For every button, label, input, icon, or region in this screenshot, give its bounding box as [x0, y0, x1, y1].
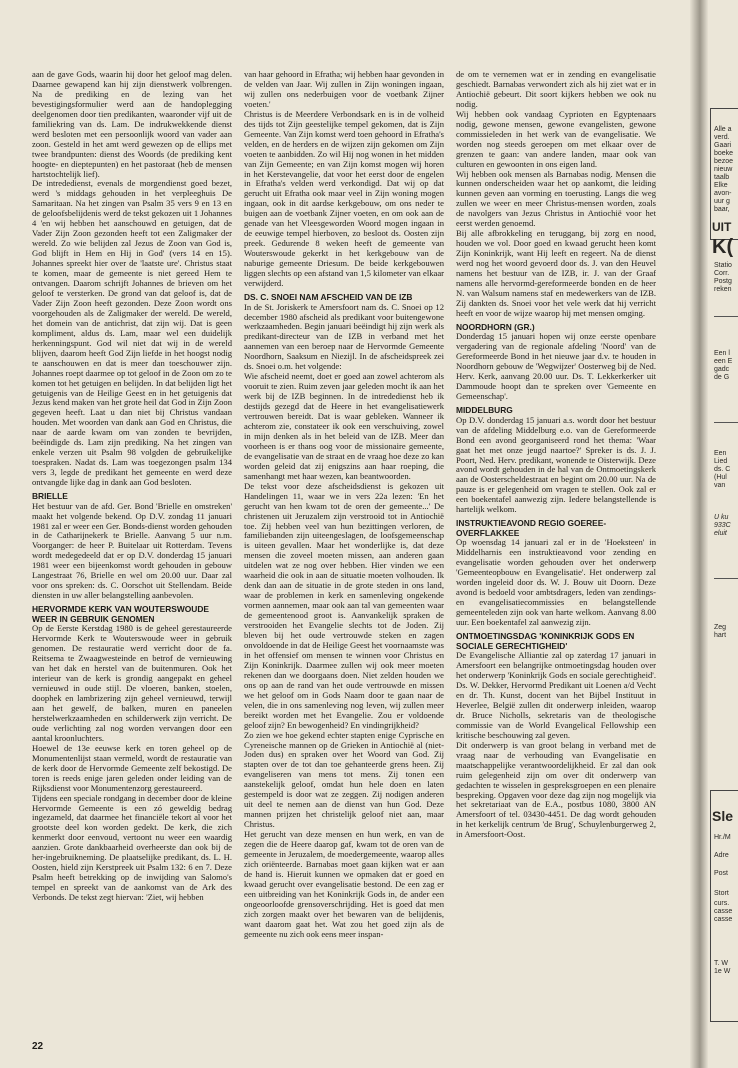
article-paragraph: Donderdag 15 januari hopen wij onze eerste openbare vergadering van de regionale afdeling 'Noord' van de Gereformeerde Bond in het nieuwe jaar d.v. te houden in Noordhorn gebouw de 'Wegwijzer' Oosterweg bij de Ned. Herv. Kerk, aanvang 20.00 uur. Ds. T. Lekkerkerker uit Dammoude hoopt dan te spreken over 'Gemeente en Gemeenschap'.: [456, 331, 656, 402]
right-page-text: ds. C: [714, 466, 731, 473]
right-page-form-label: Post: [714, 870, 729, 877]
article-paragraph: Het bestuur van de afd. Ger. Bond 'Brielle en omstreken' maakt het volgende bekend. Op D.V. zondag 11 januari 1981 zal er weer een Ger. Bonds-dienst worden gehouden in de Catharijnekerk te Brielle. Aanvang 5 uur n.m. Voorganger: de heer P. Buitelaar uit Rotterdam. Tevens wordt medegedeeld dat er op D.V. donderdag 15 januari 1981 weer een bijeenkomst wordt gehouden in gebouw Langestraat 76, Brielle en wel om 20.00 uur. Daar zal voor ons spreken: ds. C. Oorschot uit Stellendam. Beide diensten in uw aller belangstelling aanbevolen.: [32, 500, 232, 601]
article-paragraph: Christus is de Meerdere Verbondsark en is in de volheid des tijds tot Zijn geestelijke tempel gekomen, dat is Zijn Gemeente. Van Zijn komst werd toen gehoord in Efratha's velden, en de herders en de wijzen zijn gekomen om Zijn voeten te aanbidden. Zo wil Hij nog wonen in het midden van Zijn Gemeente; en van Zijn komst mogen wij horen in het Kerstevangelie, dat voor het eerst door de engelen in Efratha's velden werd verkondigd. Dat wij op dat gerucht uit Efratha ook maar veel in Zijn woning mogen ingaan, ook in dit aardse kerkgebouw, om ons neder te buigen aan de voetbank Zijner voeten, en om ook aan de genade van het Vleesgeworden Woord mogen ingaan in de eeuwige tempel hierboven, zo besloot ds. Oosten zijn preek. Gedurende 8 weken heeft de gemeente van Wouterswoude gekerkt in het kerkgebouw van de naburige gemeente Driesum. De beide kerkgebouwen liggen slechts op een afstand van 1,5 kilometer van elkaar verwijderd.: [244, 108, 444, 289]
article-paragraph: Op D.V. donderdag 15 januari a.s. wordt door het bestuur van de afdeling Middelburg e.o. van de Gereformeerde Bond een avond georganiseerd rond het thema: 'Waar gaat het met onze jeugd naartoe?' Spreker is ds. J. J. Poort, Ned. Herv. predikant, wonende te Oisterwijk. Deze avond wordt gehouden in de hal van de Ontmoetingskerk aan de Oosterscheldestraat en begint om 20.00 uur. Na de pauze is er gelegenheid om vragen te stellen. Ook zal er een boekentafel aanwezig zijn. Iedere belangstellende is hartelijk welkom.: [456, 414, 656, 515]
column-1: [32, 70, 232, 903]
article-paragraph: Op de Eerste Kerstdag 1980 is de geheel gerestaureerde Hervormde Kerk te Wouterswoude weer in gebruik genomen. De restauratie werd verricht door de fa. Reitsema te Zwaagwesteinde en betrof de vernieuwing van het dak en herstel van de buitenmuren. Ook het interieur van de kerk is grondig aangepakt en geheel vernieuwd in oude stijl. De vloeren, banken, stoelen, doophek en lambrizering zijn geheel vernieuwd, terwijl aan het gewelf, de balken, muren en paneelen herstelwerkzaamheden en schilderwerk zijn verricht. De oude verlichting zal nog worden vervangen door een aantal kroonluchters.: [32, 623, 232, 743]
right-page-text: nieuw: [714, 166, 733, 173]
right-page-title: K(: [712, 236, 734, 258]
article-paragraph: Dit onderwerp is van groot belang in verband met de vraag naar de verhouding van Evangelisatie en maatschappelijke verantwoordelijkheid. Er zal dan ook ruim gelegenheid zijn om over dit onderwerp van gedachten te wisselen in gespreksgroepen en een plenaire bespreking. Opgaven voor deze dag zijn nog mogelijk via het sekretariaat van de E.A., postbus 1080, 3800 AN Amersfoort of tel. 03430-4451. De dag wordt gehouden in het kerkelijk centrum 'de Brug', Schuylenburgerweg 2, in Amersfoort-Oost.: [456, 739, 656, 840]
right-page-text: boeke: [714, 150, 734, 157]
article-paragraph: Wij hebben ook vandaag Cyprioten en Egyptenaars nodig, gewone mensen, gewone evangelisten, gewone commissieleden in het werk van de evangelisatie. We worden nog steeds geroepen om met elkaar over de grenzen te gaan: van andere landen, maar ook van culturen en gewoonten in ons eigen land.: [456, 108, 656, 169]
right-page-text: avon-: [714, 190, 732, 197]
right-page-rule: [714, 578, 738, 579]
right-page-form-label: curs.: [714, 900, 730, 907]
column-2: [244, 70, 444, 940]
article-paragraph: Wij hebben ook mensen als Barnabas nodig. Mensen die kunnen onderscheiden waar het op aankomt, die leiding kunnen geven aan vorming en toerusting. Langs die weg zullen we weer en meer Christus-mensen worden, zoals de navolgers van Jezus Christus in Antiochië voor het eerst werden genoemd.: [456, 168, 656, 229]
article-paragraph: De Evangelische Alliantie zal op zaterdag 17 januari in Amersfoort een belangrijke ontmoetingsdag houden over het onderwerp 'Koninkrijk Gods en sociale gerechtigheid'. Ds. W. Dekker, Hervormd Predikant uit Loenen a/d Vecht en dr. Th. Kunst, docent van het Bijbel Instituut in Heverlee, België zullen dit onderwerp inleiden, waarop dr. Bruce Nicholls, sekretaris van de theologische commissie van de World Evangelical Fellowship een kritische beschouwing zal geven.: [456, 650, 656, 740]
right-page-text: Een: [714, 450, 727, 457]
article-heading: DS. C. SNOEI NAM AFSCHEID VAN DE IZB: [244, 291, 413, 302]
right-page-text: reken: [714, 286, 732, 293]
right-page-text: Gaari: [714, 142, 732, 149]
right-page-footer-text: 1e W: [714, 968, 731, 975]
right-page-text: verd.: [714, 134, 730, 141]
right-page-form-label: Adre: [714, 852, 729, 859]
article-paragraph: Bij alle afbrokkeling en teruggang, bij zorg en nood, houden we vol. Door goed en kwaad gerucht heen komt Zijn Koninkrijk, want Hij leeft en regeert. Na de dienst werd nog het woord gevoerd door ds. J. van den Heuvel namens het bestuur van de IZB, ir. J. van der Graaf namens alle hervormd-gereformeerde bonden en de heer N. van Walsum namens staf en medewerkers van de IZB. Zij dankten ds. Snoei voor het vele werk dat hij verricht heeft en voor de wijze waarop hij met mensen omging.: [456, 228, 656, 318]
right-page-footer-text: T. W: [714, 960, 728, 967]
right-page-form-label: Hr./M: [714, 834, 731, 841]
article-paragraph: Wie afscheid neemt, doet er goed aan zowel achterom als vooruit te zien. Ruim zeven jaar geleden mocht ik aan het werk bij de IZB beginnen. In de intrededienst heb ik destijds gezegd dat de Heere in het evangelisatiewerk vertrouwen bereidt. Dat is waar gebleken. Wanneer ik achterom zie, constateer ik ook een verschuiving, zowel in mijn denken als in het beleid van de IZB. Meer dan voorheen is er thans oog voor de missionaire gemeente, de evangelisatie van de straat en de vraag hoe deze zo kan worden geleid dat zij enigszins aan haar roeping, die samenhangt met haar wezen, kan beantwoorden.: [244, 371, 444, 481]
article-paragraph: De tekst voor deze afscheidsdienst is gekozen uit Handelingen 11, waar we in vers 22a lezen: 'En het gerucht van hen kwam tot de oren der gemeente...' De christenen uit Jeruzalem zijn verstrooid tot in Antiochië toe. Zij hebben veel van hun bezittingen verloren, de familiebanden zijn uiteengeslagen, de loofsgemeenschap is uiteen gevallen. Maar het wonderlijke is, dat deze mensen die zoveel moeten missen, aan anderen gaan uitdelen wat ze nog over hebben. Hier vinden we een waarheid die ook in aan de situatie moeten volhouden. Ik denk dan aan de situatie in de grote steden in ons land, waar de problemen in kerk en samenleving ongekende vormen aannemen, maar ook aan tal van gemeenten waar de gemeentenood groot is. Aanvankelijk spraken de verstrooiden het Evangelie slechts tot de Joden. Zij bleven bij het oude vertrouwde steken en zagen onvoldoende in dat de Heilige Geest het voornaamste was in het offensief om mensen te winnen voor Christus en Zijn Koninkrijk. Daarmee zullen wij ook meer moeten rekenen dan we doorgaans doen. Niet zelden houden we ons op aan de rand van het oude vertrouwde en missen we het geloof om in Gods Naam door te gaan naar de velen, die in ons samenleving nog leven, wij zullen meer bereikt worden met het Evangelie. Zou er voldoende geloof zijn? En bewogenheid? En vindingrijkheid?: [244, 480, 444, 730]
article-paragraph: In de St. Joriskerk te Amersfoort nam ds. C. Snoei op 12 december 1980 afscheid als predikant voor buitengewone werkzaamheden. Begin januari beëindigt hij zijn werk als predikant-directeur van de IZB in verband met het aannemen van een beroep naar de Hervormde Gemeente Noordhorn, Saaksum en Niezijl. In de afscheidspreek zei ds. Snoei o.m. het volgende:: [244, 301, 444, 372]
right-page-text: Zeg: [714, 624, 727, 631]
article-paragraph: van haar gehoord in Efratha; wij hebben haar gevonden in de velden van Jaar. Wij zullen in Zijn woningen ingaan, wij zullen ons nederbuigen voor de voetbank Zijner voeten.': [244, 69, 444, 109]
right-page-text: hart: [714, 632, 727, 639]
right-page-text: taalb: [714, 174, 730, 181]
right-page-text: Lied: [714, 458, 728, 465]
article-heading: INSTRUKTIEAVOND REGIO GOEREE-OVERFLAKKEE: [456, 518, 607, 538]
right-page-form-heading: Sle: [712, 808, 734, 824]
right-page-text: de G: [714, 374, 730, 381]
right-page-text: van: [714, 482, 726, 489]
article-paragraph: de om te vernemen wat er in zending en evangelisatie geschiedt. Barnabas verwondert zich als hij ziet wat er in Antiochië gebeurt. Dit soort kijkers hebben we ook nu nodig.: [456, 69, 656, 109]
right-page-text: baar,: [714, 206, 730, 213]
article-paragraph: Op woensdag 14 januari zal er in de 'Hoeksteen' in Middelharnis een instruktieavond voor zending en evangelisatie worden gehouden over het onderwerp 'Gemeenteopbouw en Evangelisatie'. Het onderwerp zal worden ingeleid door ds. W. J. Bouw uit Doorn. Deze avond is bedoeld voor ambtsdragers, leden van zendings- en evangelisatiecommissies en belangstellende gemeenteleden zijn ook van harte welkom. Aanvang 8.00 uur. Een boekentafel zal aanwezig zijn.: [456, 537, 656, 628]
right-page-text: Corr.: [714, 270, 730, 277]
right-page-text: 933C: [714, 522, 731, 529]
neighbouring-page: [708, 0, 738, 1068]
right-page-text: Postg: [714, 278, 732, 285]
right-page-form-label: Stort: [714, 890, 729, 897]
right-page-text: Statio: [714, 262, 732, 269]
right-page-text: Een l: [714, 350, 730, 357]
right-page-text: gadc: [714, 366, 730, 373]
right-page-form-label: casse: [714, 908, 733, 915]
article-paragraph: Hoewel de 13e eeuwse kerk en toren geheel op de Monumentenlijst staan vermeld, wordt de restauratie van de kerk door de Hervormde Gemeente zelf bekostigd. De toren is reeds enige jaren geleden onder leiding van de Rijksdienst voor Monumentenzorg gerestaureerd.: [32, 742, 232, 793]
column-3: [456, 70, 656, 840]
article-heading: HERVORMDE KERK VAN WOUTERSWOUDE WEER IN GEBRUIK GENOMEN: [32, 604, 209, 624]
right-page-text: eluit: [714, 530, 727, 537]
right-page-form-label: casse: [714, 916, 733, 923]
article-paragraph: aan de gave Gods, waarin hij door het geloof mag delen. Daarnee gewapend kan hij zijn dienstwerk volbrengen. Na de prediking en de lezing van het bevestigingsformulier werd aan de handoplegging deelgenomen door tien predikanten, waaronder vijf uit de familiekring van ds. Lam. De indrukwekkende dienst werd besloten met een persoonlijk woord van vader aan zoon. Gesteld in het amt werd gewezen op de ellips met twee brandpunten: dienst des Woords (de prediking kent hoogte- en dieptepunten) en het pastoraat (heb de mensen hartstochtelijk lief).: [32, 69, 232, 179]
article-paragraph: Tijdens een speciale rondgang in december door de kleine Hervormde Gemeente is een zó geweldig bedrag ingezameld, dat daarmee het financiële tekort al voor het grootste deel kon worden gedekt. De kerk, die zich kenmerkt door eenvoud, vertoont nu weer een waardig aanzien. Grote dankbaarheid overheerste dan ook bij de her-ingebruikneming. De plaatselijke predikant, ds. L. H. Oosten, hield zijn Kerstpreek uit Psalm 132: 6 en 7. Deze Psalm heeft betrekking op de inwijding van Salomo's tempel en spreekt van de aankomst van de Ark des Verbonds. De tekst zegt hiervan: 'Ziet, wij hebben: [32, 792, 232, 903]
right-page-heading: UIT: [712, 220, 732, 234]
right-page-text: (Hul: [714, 474, 727, 481]
right-page-text: uur g: [714, 198, 730, 205]
right-page-text: een E: [714, 358, 733, 365]
page-number: 22: [32, 1041, 44, 1052]
right-page-text: bezoe: [714, 158, 734, 165]
article-heading: ONTMOETINGSDAG 'KONINKRIJK GODS EN SOCIALE GERECHTIGHEID': [456, 630, 635, 651]
right-page-text: U ku: [714, 514, 729, 521]
article-heading: BRIELLE: [32, 491, 68, 502]
right-page-rule: [714, 422, 738, 423]
right-page-text: Alle a: [714, 126, 732, 133]
article-paragraph: Zo zien we hoe gekend echter stapten enige Cyprische en Cyreneische mannen op de Grieken in Antiochië al (niet-Joden dus) en spraken over het Woord van God. Zij stapten over de tot dan toe gehanteerde grens heen. Zij evangeliseren van mens tot mens. Zij tonen een aanstekelijk geloof, omdat hun hele doen en laten gestempeld is door wat ze zeggen. Zij nodigen anderen uit deel te nemen aan de dienst van hun God. Deze mannen prijzen het christelijk geloof niet aan, maar Christus.: [244, 729, 444, 830]
article-paragraph: De intrededienst, evenals de morgendienst goed bezet, werd 's middags gehouden in het verpleeghuis De Samaritaan. Na het zingen van Psalm 35 vers 9 en 13 en de geloofsbelijdenis werd de tekst gekozen uit 1 Johannes 4 'en wij hebben het aanschouwd en getuigen, dat de Vader Zijn Zoon gezonden heeft tot een Zaligmaker der wereld. Zo wie belijden zal Jezus de Zoon van God is, God blijft in Hem en Hij in God' (vers 14 en 15). Johannes spreekt hier over de 'laatste ure'. Christus staat te komen, maar de gemeente is niet gereed Hem te ontvangen. Daarom schrijft Johannes de brieven om het geloof te versterken. De grond van dat geloof is, dat de Vader Zijn Zoon heeft gezonden. Deze Zoon wordt ons voorgehouden als de Zaligmaker der wereld. De wereld, het domein van de antichrist, dat zijn wij. Dat is geen kompliment, aldus ds. Lam, maar wel een duidelijk herkenningspunt. God wil niet dat wij in de wereld blijven, daarom heeft God Zijn liefde in het hoogst nodig te aanschouwen en dat is meer dan toeschouwer zijn. Johannes roept daarmee op tot geloof in de Zoon om zo te komen tot het getuigen en belijden. In dat belijden ligt het getuigenis van de Heilige Geest en in het getuigenis dat Jezus kend maken van het grote heil dat God in Zijn Zoon gegeven heeft. Laat u dan niet bij Christus vandaan houden. Met woorden van dank aan God en Christus, die naar de aarde kwam om van zonden te bevrijden, beëindigde ds. Lam zijn prediking. Na het zingen van enkele verzen uit Psalm 98 volgden de gebruikelijke toespraken. Nadat ds. Lam was toegezongen psalm 134 vers 3, legde de predikant het gemeente en werd deze ontvangde lijke dag in dank aan God besloten.: [32, 178, 232, 488]
article-heading: NOORDHORN (GR.): [456, 321, 535, 332]
article-paragraph: Het gerucht van deze mensen en hun werk, en van de zegen die de Heere daarop gaf, kwam tot de oren van de gemeente in Jeruzalem, de moedergemeente, waarop alles zich oriënteerde. Barnabas moet gaan kijken wat er aan de hand is. Hieruit kunnen we opmaken dat er goed en kwaad gerucht over evangelisatie bestond. De een zag er een uitbreiding van het Koninkrijk Gods in, de ander een ongeoorloofde grensoverschrijding. Het is goed dat men zich zorgen maakt over het bewaren van de belijdenis, want daarom gaat het. Wat zou het goed zijn als de gemeente nu zich ook eens meer inspan-: [244, 829, 444, 939]
right-page-rule: [714, 316, 738, 317]
article-heading: MIDDELBURG: [456, 405, 513, 416]
book-gutter: [690, 0, 708, 1068]
right-page-text: Elke: [714, 182, 728, 189]
